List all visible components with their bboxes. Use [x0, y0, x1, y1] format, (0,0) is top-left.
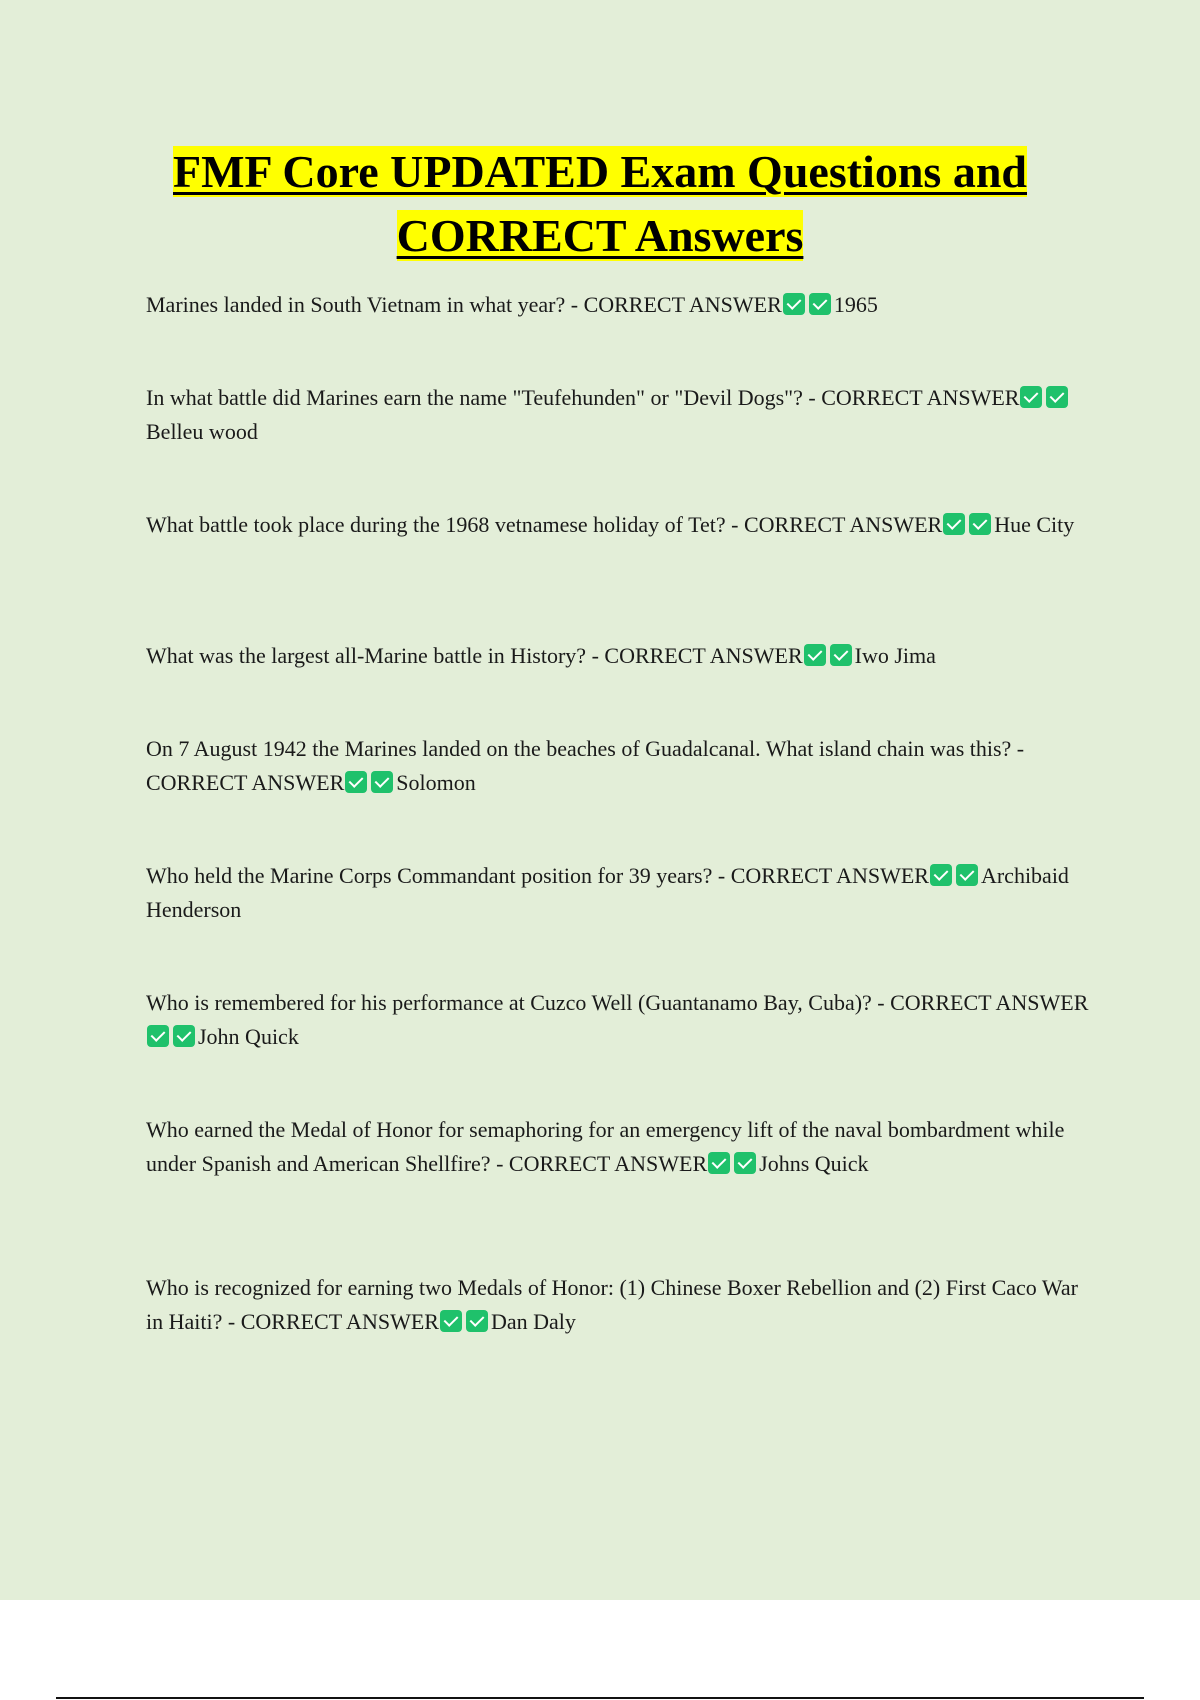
- answer-marker: CORRECT ANSWER: [730, 863, 929, 888]
- checkmark-icon: [147, 1025, 169, 1047]
- answer-marker: CORRECT ANSWER: [821, 385, 1020, 410]
- question-text: Who earned the Medal of Honor for semaphoring for an emergency lift of the naval bombardment while under Spanish and American Shellfire? -: [146, 1117, 1065, 1176]
- checkmark-icon: [1046, 386, 1068, 408]
- checkmark-icon: [969, 513, 991, 535]
- checkmark-icon: [783, 293, 805, 315]
- answer-text: 1965: [833, 292, 878, 317]
- checkmark-icon: [734, 1152, 756, 1174]
- question-text: Who is recognized for earning two Medals of Honor: (1) Chinese Boxer Rebellion and (2) First Caco War in Haiti? -: [146, 1275, 1078, 1334]
- qa-item: [146, 381, 1096, 449]
- answer-text: Belleu wood: [146, 419, 258, 444]
- answer-text: Archibaid Henderson: [146, 863, 1069, 922]
- answer-marker: CORRECT ANSWER: [146, 770, 345, 795]
- checkmark-icon: [943, 513, 965, 535]
- answer-text: Johns Quick: [759, 1151, 869, 1176]
- answer-marker: CORRECT ANSWER: [743, 512, 943, 537]
- qa-item: [146, 986, 1096, 1054]
- checkmark-icon: [708, 1152, 730, 1174]
- qa-item: [146, 732, 1096, 800]
- checkmark-icon: [956, 864, 978, 886]
- answer-marker: CORRECT ANSWER: [890, 990, 1089, 1015]
- qa-item: [146, 288, 1096, 322]
- qa-item: [146, 639, 1096, 673]
- title-container: [60, 140, 1140, 268]
- checkmark-icon: [809, 293, 831, 315]
- answer-marker: CORRECT ANSWER: [583, 292, 782, 317]
- answer-text: Iwo Jima: [854, 643, 936, 668]
- qa-item: [146, 1271, 1096, 1339]
- checkmark-icon: [930, 864, 952, 886]
- checkmark-icon: [1020, 386, 1042, 408]
- answer-marker: CORRECT ANSWER: [604, 643, 803, 668]
- checkmark-icon: [804, 644, 826, 666]
- checkmark-icon: [466, 1310, 488, 1332]
- answer-marker: CORRECT ANSWER: [508, 1151, 708, 1176]
- answer-text: Solomon: [396, 770, 476, 795]
- qa-item: [146, 859, 1096, 927]
- question-text: Marines landed in South Vietnam in what year? -: [146, 292, 584, 317]
- question-text: Who is remembered for his performance at Cuzco Well (Guantanamo Bay, Cuba)? -: [146, 990, 891, 1015]
- qa-item: [146, 508, 1096, 542]
- answer-text: John Quick: [198, 1024, 299, 1049]
- checkmark-icon: [173, 1025, 195, 1047]
- qa-item: [146, 1113, 1096, 1181]
- checkmark-icon: [371, 771, 393, 793]
- answer-text: Hue City: [994, 512, 1075, 537]
- question-text: In what battle did Marines earn the name "Teufehunden" or "Devil Dogs"? -: [146, 385, 822, 410]
- question-text: On 7 August 1942 the Marines landed on the beaches of Guadalcanal. What island chain was this? -: [146, 736, 1025, 761]
- document-title: FMF Core UPDATED Exam Questions and CORRECT Answers: [173, 146, 1027, 261]
- checkmark-icon: [440, 1310, 462, 1332]
- question-text: What was the largest all-Marine battle in History? -: [146, 643, 605, 668]
- answer-marker: CORRECT ANSWER: [240, 1309, 439, 1334]
- answer-text: Dan Daly: [490, 1309, 576, 1334]
- question-text: Who held the Marine Corps Commandant position for 39 years? -: [146, 863, 731, 888]
- footer-divider: [56, 1697, 1144, 1699]
- checkmark-icon: [345, 771, 367, 793]
- question-text: What battle took place during the 1968 vetnamese holiday of Tet? -: [146, 512, 744, 537]
- checkmark-icon: [830, 644, 852, 666]
